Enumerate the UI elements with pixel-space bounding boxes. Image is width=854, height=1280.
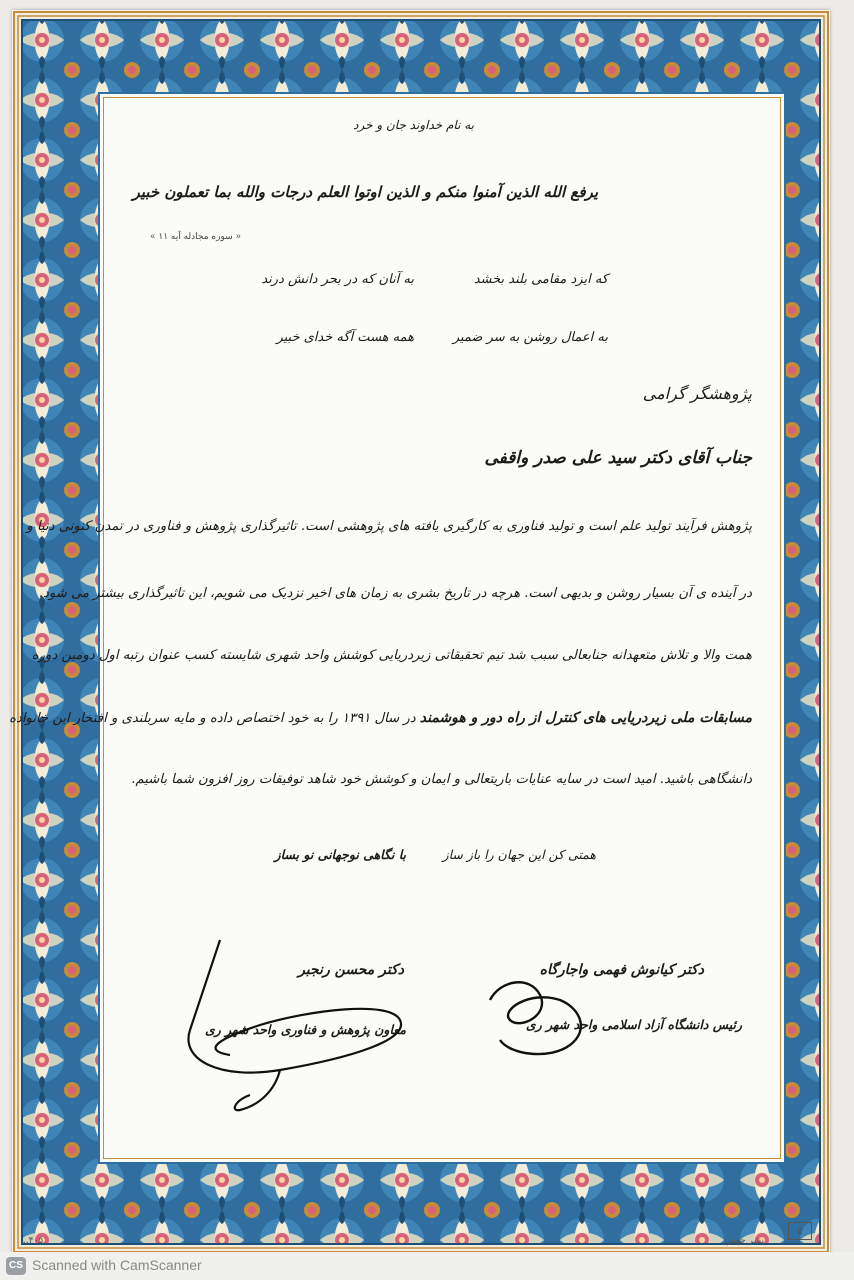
footer-left-note: ۴۰۵... bbox=[20, 1236, 44, 1246]
competition-name: مسابقات ملی زیردریایی های کنترل از راه دور و هوشمند bbox=[419, 710, 752, 726]
body-line-4 bbox=[9, 710, 752, 726]
body-line-3: همت والا و تلاش متعهدانه جنابعالی سبب شد تیم تحقیقاتی زیردریایی کوشش واحد شهری شایسته کسب عنوان رتبه اول دومین دوره bbox=[31, 648, 752, 663]
camscanner-logo-icon: CS bbox=[6, 1257, 26, 1275]
body-line-2: در آینده ی آن بسیار روشن و بدیهی است. هرچه در تاریخ بشری به زمان های اخیر نزدیک می شویم، این تاثیرگذاری بیشتر می شود. bbox=[38, 586, 752, 601]
watermark-text: Scanned with CamScanner bbox=[32, 1257, 202, 1273]
signatory-1-name: دکتر کیانوش فهمی واجارگاه bbox=[539, 962, 704, 978]
quran-verse: یرفع الله الذین آمنوا منکم و الذین اوتوا العلم درجات والله بما تعملون خبیر bbox=[132, 183, 598, 201]
verse-reference: « سوره مجادله آیه ۱۱ » bbox=[150, 232, 242, 242]
recipient-name: جناب آقای دکتر سید علی صدر واقفی bbox=[484, 448, 752, 468]
poem-line-2-right: به اعمال روشن به سر ضمیر bbox=[452, 330, 608, 345]
poem-line-1-right: که ایزد مقامی بلند بخشد bbox=[473, 272, 608, 287]
greeting: پژوهشگر گرامی bbox=[642, 384, 752, 403]
header-invocation: به نام خداوند جان و خرد bbox=[353, 118, 474, 132]
closing-verse-right: همتی کن این جهان را باز ساز bbox=[442, 847, 596, 862]
signatory-1-title: رئیس دانشگاه آزاد اسلامی واحد شهر ری bbox=[525, 1017, 742, 1032]
body-line-4-rest: در سال ۱۳۹۱ را به خود اختصاص داده و مایه سربلندی و افتخار این خانواده bbox=[9, 711, 420, 726]
signatory-2-name: دکتر محسن رنجبر bbox=[298, 962, 404, 978]
signature-1-scribble bbox=[160, 930, 420, 1120]
body-line-1: پژوهش فرآیند تولید علم است و تولید فناوری به کارگیری یافته های پژوهشی است. تاثیرگذاری پژوهش و فناوری در تمدن کنونی دنیا و bbox=[26, 519, 752, 534]
scanner-watermark bbox=[0, 1252, 854, 1280]
poem-line-2-left: همه هست آگه خدای خبیر bbox=[276, 330, 414, 345]
closing-verse-left: با نگاهی نوجهانی نو بساز bbox=[274, 847, 406, 862]
poem-line-1-left: به آنان که در بحر دانش درند bbox=[261, 272, 414, 287]
signature-2-scribble bbox=[470, 960, 610, 1080]
signatory-2-title: معاون پژوهش و فناوری واحد شهر ری bbox=[204, 1022, 406, 1037]
publisher-seal-icon: ▯ bbox=[788, 1222, 812, 1240]
body-line-5: دانشگاهی باشید. امید است در سایه عنایات باریتعالی و ایمان و کوشش خود شاهد توفیقات روز افزون شما باشیم. bbox=[131, 772, 752, 787]
footer-right-note: نشر جهش bbox=[724, 1236, 764, 1246]
